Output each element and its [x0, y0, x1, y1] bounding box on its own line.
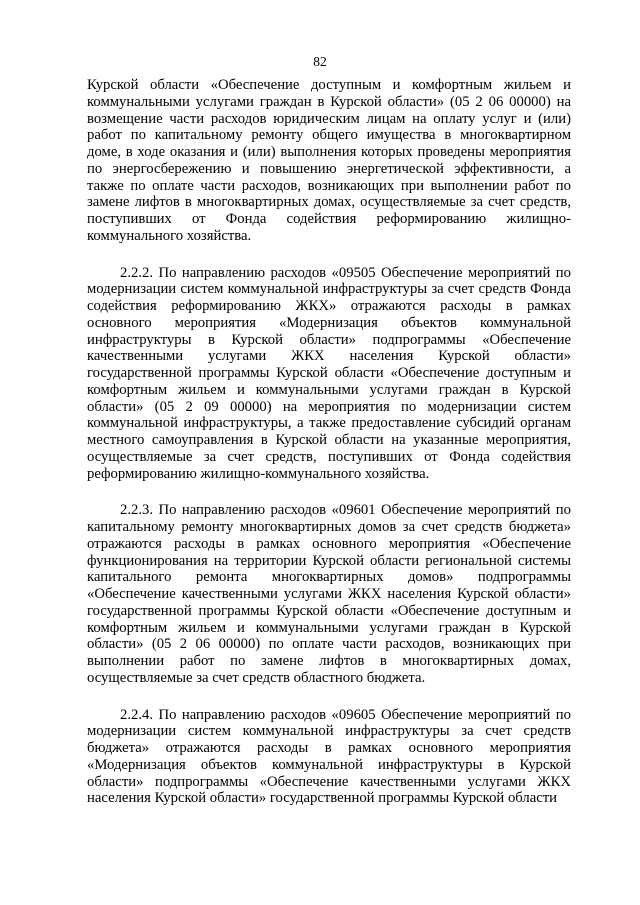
document-body: [87, 77, 571, 807]
paragraph-2-2-3: 2.2.3. По направлению расходов «09601 Обеспечение мероприятий по капитальному ремонту многоквартирных домов за счет средств бюджета» отражаются расходы в рамках основного мероприятия «Обеспечение функционирования на территории Курской области региональной системы капитального ремонта многоквартирных домов» подпрограммы «Обеспечение качественными услугами ЖКХ населения Курской области» государственной программы Курской области «Обеспечение доступным и комфортным жильем и коммунальными услугами граждан в Курской области» (05 2 06 00000) по оплате части расходов, возникающих при выполнении работ по замене лифтов в многоквартирных домах, осуществляемые за счет средств областного бюджета.: [87, 502, 571, 686]
paragraph-2-2-2: 2.2.2. По направлению расходов «09505 Обеспечение мероприятий по модернизации систем коммунальной инфраструктуры за счет средств Фонда содействия реформированию ЖКХ» отражаются расходы в рамках основного мероприятия «Модернизация объектов коммунальной инфраструктуры в Курской области» подпрограммы «Обеспечение качественными услугами ЖКХ населения Курской области» государственной программы Курской области «Обеспечение доступным и комфортным жильем и коммунальными услугами граждан в Курской области» (05 2 09 00000) на мероприятия по модернизации систем коммунальной инфраструктуры, а также предоставление субсидий органам местного самоуправления в Курской области на указанные мероприятия, осуществляемые за счет средств, поступивших от Фонда содействия реформированию жилищно-коммунального хозяйства.: [87, 264, 571, 482]
paragraph-2-2-4: 2.2.4. По направлению расходов «09605 Обеспечение мероприятий по модернизации систем коммунальной инфраструктуры за счет средств бюджета» отражаются расходы в рамках основного мероприятия «Модернизация объектов коммунальной инфраструктуры в Курской области» подпрограммы «Обеспечение качественными услугами ЖКХ населения Курской области» государственной программы Курской области: [87, 706, 571, 807]
paragraph-continuation: Курской области «Обеспечение доступным и комфортным жильем и коммунальными услугами граждан в Курской области» (05 2 06 00000) на возмещение части расходов юридическим лицам на оплату услуг и (или) работ по капитальному ремонту общего имущества в многоквартирном доме, в ходе оказания и (или) выполнения которых проведены мероприятия по энергосбережению и повышению энергетической эффективности, а также по оплате части расходов, возникающих при выполнении работ по замене лифтов в многоквартирных домах, осуществляемые за счет средств, поступивших от Фонда содействия реформированию жилищно-коммунального хозяйства.: [87, 77, 571, 244]
page-number: 82: [313, 54, 327, 69]
